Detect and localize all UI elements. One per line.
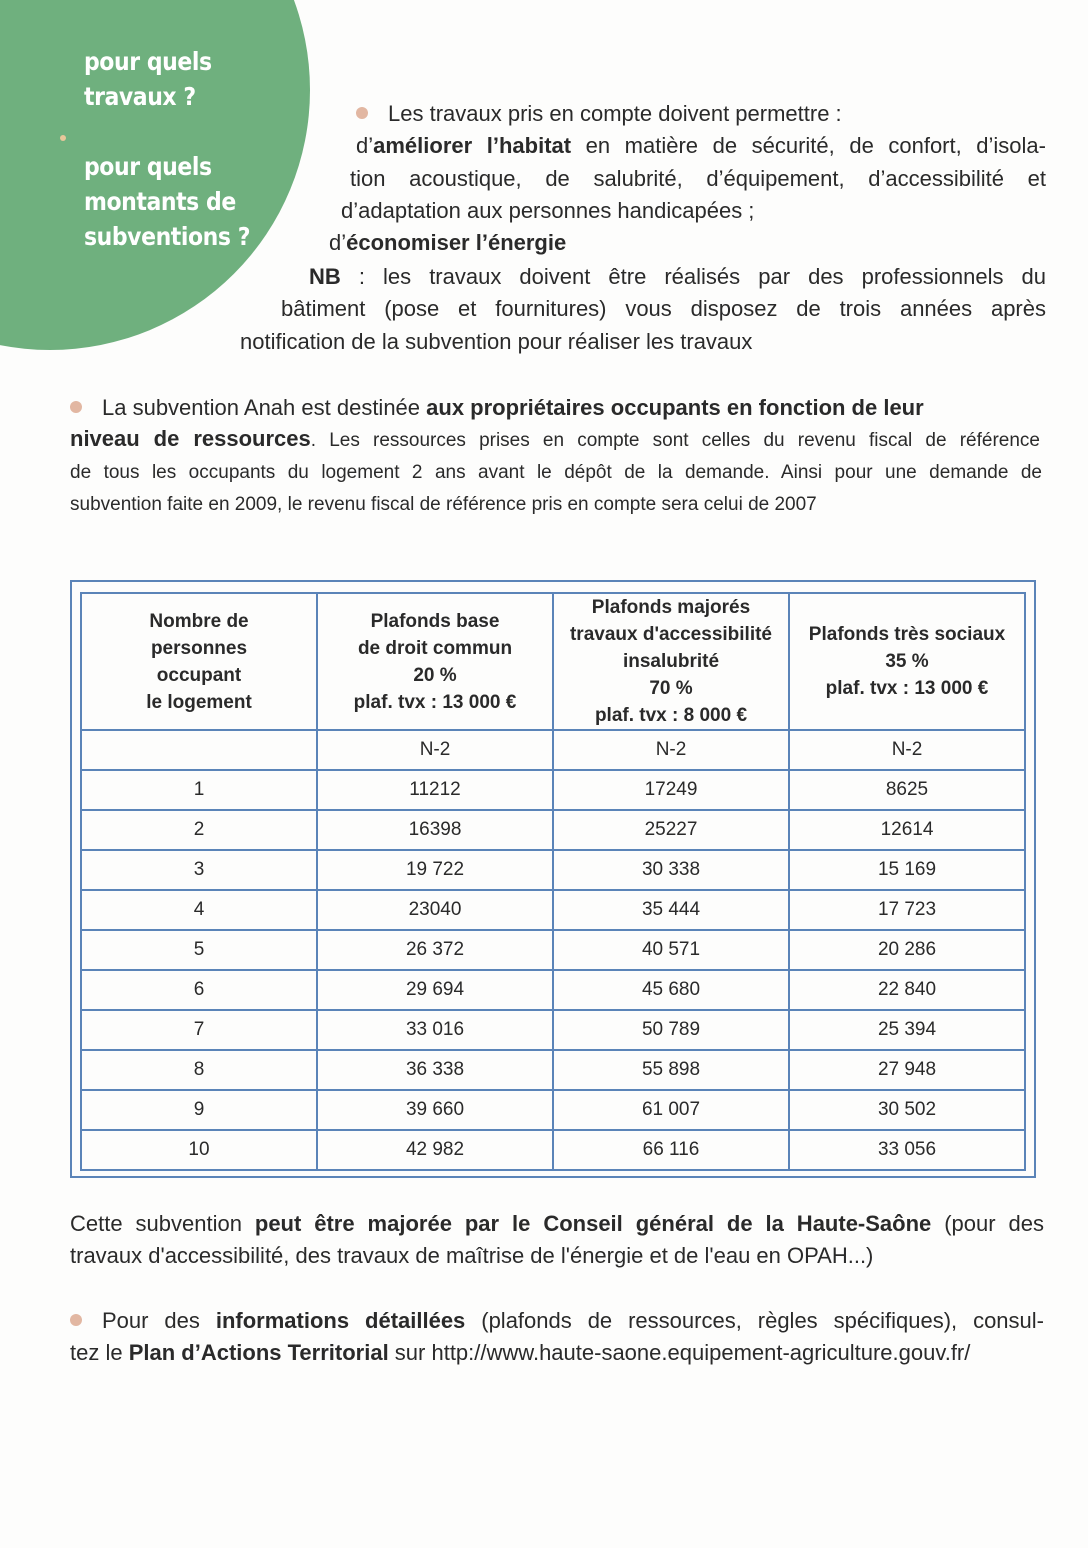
- table-header-row: [81, 593, 1025, 730]
- table-row: 5 26 372 40 571 20 286: [81, 930, 1025, 970]
- question-travaux: pour quels travaux ?: [84, 47, 212, 111]
- info-line-1: Pour des informations détaillées (plafonds de ressources, règles spécifiques), consul-: [70, 1306, 1044, 1336]
- table-subheader-row: N-2 N-2 N-2: [81, 730, 1025, 770]
- bullet-icon: [356, 107, 368, 119]
- plan-url-text: sur http://www.haute-saone.equipement-agriculture.gouv.fr/: [388, 1340, 971, 1365]
- bullet-icon: [70, 1314, 82, 1326]
- question-montants: pour quels montants de subventions ?: [84, 152, 251, 251]
- anah-line-2: niveau de ressources. Les ressources prises en compte sont celles du revenu fiscal de référence: [70, 426, 1040, 451]
- header-plafonds-base: Plafonds base de droit commun 20 % plaf. tvx : 13 000 €: [317, 593, 553, 730]
- table-row: 3 19 722 30 338 15 169: [81, 850, 1025, 890]
- info-line-2: tez le Plan d’Actions Territorial sur http://www.haute-saone.equipement-agriculture.gouv.fr/: [70, 1340, 971, 1365]
- intro-line-2: d’améliorer l’habitat en matière de sécurité, de confort, d’isola-: [356, 133, 1046, 158]
- anah-line-3: de tous les occupants du logement 2 ans avant le dépôt de la demande. Ainsi pour une demande de: [70, 462, 1042, 483]
- table-row: 1 11212 17249 8625: [81, 770, 1025, 810]
- intro-line-3: tion acoustique, de salubrité, d’équipement, d’accessibilité et: [350, 166, 1046, 191]
- table-row: 6 29 694 45 680 22 840: [81, 970, 1025, 1010]
- separator-dot: [60, 135, 66, 141]
- anah-line-1: La subvention Anah est destinée aux propriétaires occupants en fonction de leur: [70, 393, 924, 423]
- nb-line-3: notification de la subvention pour réaliser les travaux: [240, 329, 753, 354]
- table-row: 4 23040 35 444 17 723: [81, 890, 1025, 930]
- anah-line-4: subvention faite en 2009, le revenu fiscal de référence pris en compte sera celui de 2007: [70, 494, 817, 515]
- nb-line-1: NB : les travaux doivent être réalisés par des professionnels du: [309, 264, 1046, 289]
- majoration-line-1: Cette subvention peut être majorée par le Conseil général de la Haute-Saône (pour des: [70, 1211, 1044, 1236]
- majoration-line-2: travaux d'accessibilité, des travaux de maîtrise de l'énergie et de l'eau en OPAH...): [70, 1243, 874, 1268]
- resources-table: [70, 580, 1036, 1178]
- intro-line-1: Les travaux pris en compte doivent permettre :: [356, 99, 842, 129]
- table-row: 7 33 016 50 789 25 394: [81, 1010, 1025, 1050]
- table-row: 2 16398 25227 12614: [81, 810, 1025, 850]
- intro-line-5: d’économiser l’énergie: [329, 230, 567, 255]
- nb-line-2: bâtiment (pose et fournitures) vous disposez de trois années après: [281, 296, 1046, 321]
- header-nombre-personnes: Nombre de personnes occupant le logement: [81, 593, 317, 730]
- table-row: 8 36 338 55 898 27 948: [81, 1050, 1025, 1090]
- header-plafonds-majores: Plafonds majorés travaux d'accessibilité insalubrité 70 % plaf. tvx : 8 000 €: [553, 593, 789, 730]
- bullet-icon: [70, 401, 82, 413]
- header-plafonds-tres-sociaux: Plafonds très sociaux 35 % plaf. tvx : 13 000 €: [789, 593, 1025, 730]
- intro-line-4: d’adaptation aux personnes handicapées ;: [341, 198, 755, 223]
- table-row: 10 42 982 66 116 33 056: [81, 1130, 1025, 1170]
- table-row: 9 39 660 61 007 30 502: [81, 1090, 1025, 1130]
